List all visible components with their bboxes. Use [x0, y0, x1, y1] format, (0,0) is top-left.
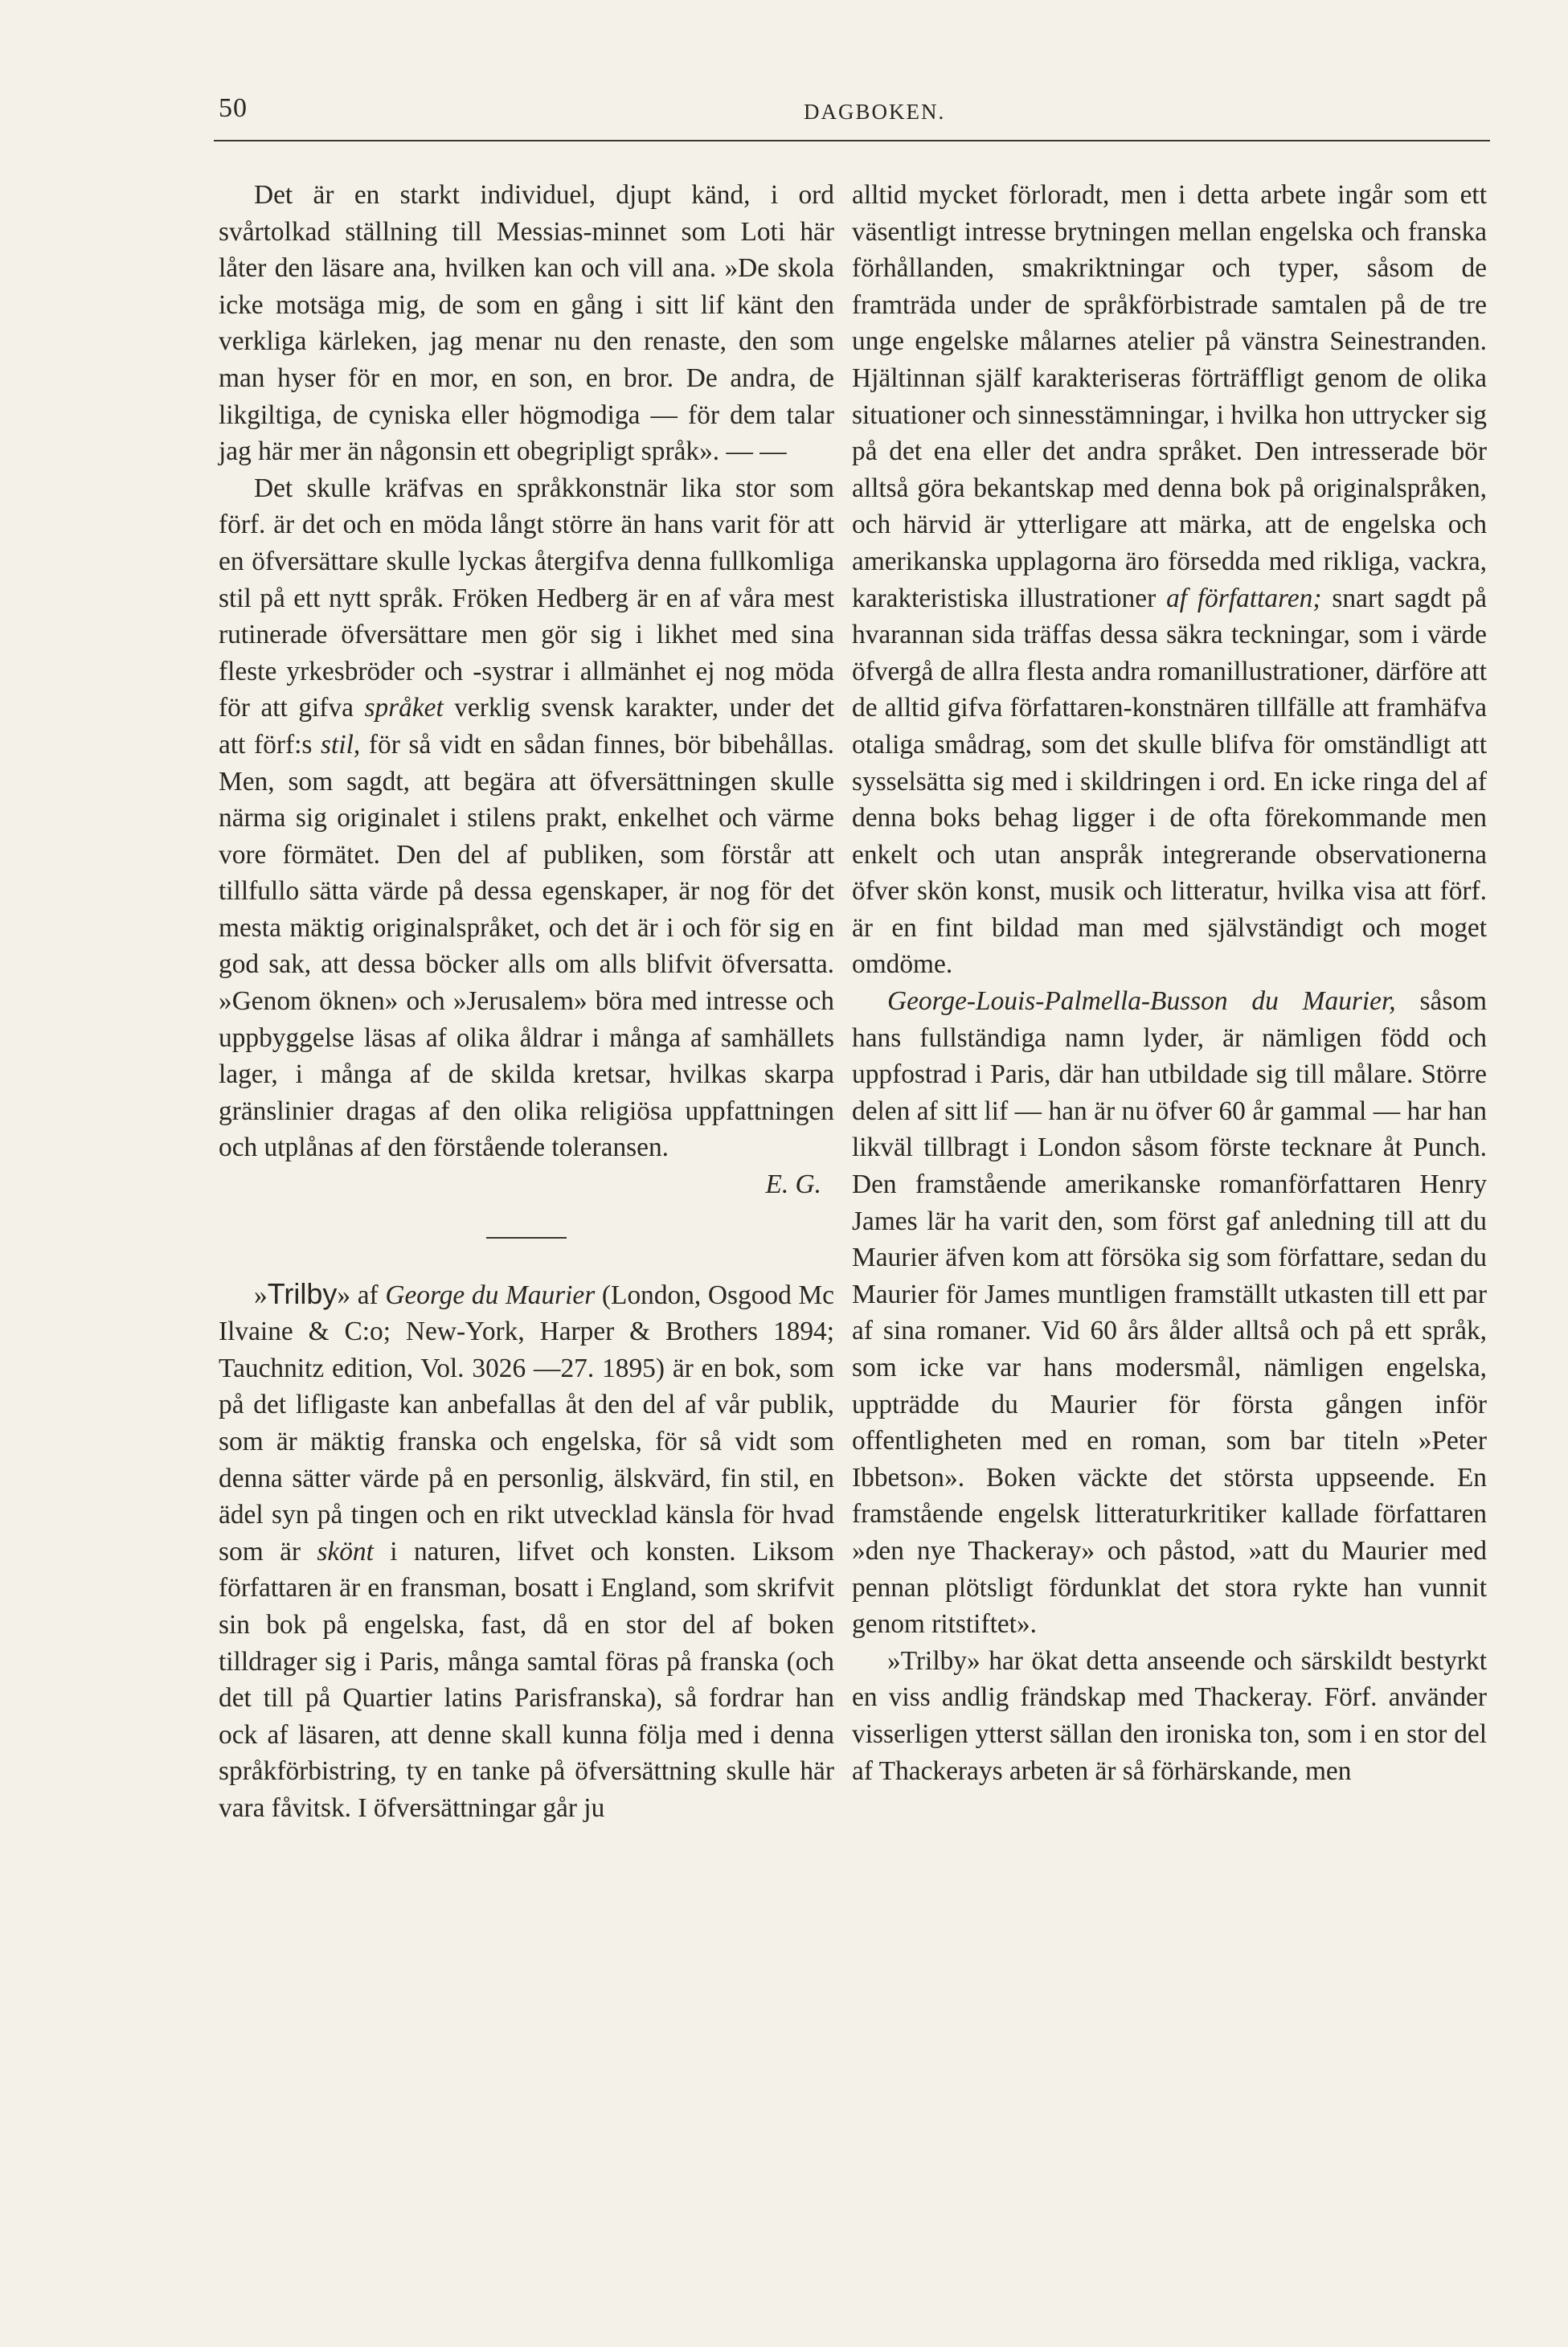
section-separator [486, 1237, 567, 1239]
book-title: Trilby [267, 1276, 338, 1310]
italic-phrase: af författaren; [1166, 583, 1322, 613]
left-column [219, 177, 834, 1827]
italic-word: skönt [317, 1536, 374, 1567]
right-column [852, 177, 1487, 1789]
paragraph: George-Louis-Palmella-Busson du Maurier, såsom hans fullständiga namn lyder, är nämligen född och uppfostrad i Paris, där han utbildade sig till målare. Större delen af sitt lif — han är nu öfver 60 år gammal — har han likväl tillbragt i London såsom förste tecknare åt Punch. Den framstående amerikanske romanförfattaren Henry James lär ha varit den, som först gaf anledning till att du Maurier äfven kom att försöka sig som författare, sedan du Maurier för James muntligen framställt utkasten till ett par af sina romaner. Vid 60 års ålder alltså och på ett språk, som icke var hans modersmål, nämligen engelska, uppträdde du Maurier för första gången inför offentligheten med en roman, som bar titeln »Peter Ibbetson». Boken väckte det största uppseende. En framstående engelsk litteraturkritiker kallade författaren »den nye Thackeray» och påstod, »att du Maurier med pennan plötsligt fördunklat det stora rykte han vunnit genom ritstiftet». [852, 986, 1487, 1640]
paragraph: alltid mycket förloradt, men i detta arbete ingår som ett väsentligt intresse brytningen mellan engelska och franska förhållanden, smakriktningar och typer, såsom de framträda under de språkförbistrade samtalen på de tre unge engelske målarnes atelier på vänstra Seinestranden. Hjältinnan själf karakteriseras förträffligt genom de olika situationer och sinnesstämningar, i hvilka hon uttrycker sig på det ena eller det andra språket. Den intresserade bör alltså göra bekantskap med denna bok på originalspråken, och härvid är ytterligare att märka, att de engelska och amerikanska upplagorna äro försedda med rikliga, vackra, karakteristiska illustrationer af författaren; snart sagdt på hvarannan sida träffas dessa säkra teckningar, som i värde öfvergå de allra flesta andra romanillustrationer, därföre att de alltid gifva författaren-konstnären tillfälle att framhäfva otaliga smådrag, som det skulle blifva för omständligt att sysselsätta sig med i skildringen i ord. En icke ringa del af denna boks behag ligger i de ofta förekommande men enkelt och utan anspråk integrerande observationerna öfver skön konst, musik och litteratur, hvilka visa att förf. är en fint bildad man med självständigt och moget omdöme. [852, 180, 1487, 980]
author-full-name: George-Louis-Palmella-Busson du Maurier, [887, 986, 1396, 1017]
italic-word: stil, [321, 729, 361, 760]
paragraph: Det skulle kräfvas en språkkonstnär lika stor som förf. är det och en möda långt större än hans varit för att en öfversättare skulle lyckas återgifva denna fullkomliga stil på ett nytt språk. Fröken Hedberg är en af våra mest rutinerade öfversättare men gör sig i likhet med sina fleste yrkesbröder och -systrar i allmänhet ej nog möda för att gifva språket verklig svensk karakter, under det att förf:s stil, för så vidt en sådan finnes, bör bibehållas. Men, som sagdt, att begära att öfversättningen skulle närma sig originalet i stilens prakt, enkelhet och värme vore förmätet. Den del af publiken, som förstår att tillfullo sätta värde på dessa egenskaper, är nog för det mesta mäktig originalspråket, och det är i och för sig en god sak, att dessa böcker alls om alls blifvit öfversatta. »Genom öknen» och »Jerusalem» böra med intresse och uppbyggelse läsas af olika åldrar i många af samhällets lager, i många af de skilda kretsar, hvilkas skarpa gränslinier dragas af den olika religiösa uppfattningen och utplånas af den förstående toleransen. [219, 473, 834, 1163]
author-name: George du Maurier [385, 1280, 596, 1310]
paragraph: »Trilby» har ökat detta anseende och särskildt bestyrkt en viss andlig frändskap med Thackeray. Förf. använder visserligen ytterst sällan den ironiska ton, som i en stor del af Thackerays arbeten är så förhärskande, men [852, 1645, 1487, 1786]
review-paragraph: »Trilby» af George du Maurier (London, Osgood Mc Ilvaine & C:o; New-York, Harper & Brothers 1894; Tauchnitz edition, Vol. 3026 —27. 1895) är en bok, som på det lifligaste kan anbefallas åt den del af vår publik, som är mäktig franska och engelska, för så vidt som denna sätter värde på en personlig, älskvärd, fin stil, en ädel syn på tingen och en rikt utvecklad känsla för hvad som är skönt i naturen, lifvet och konsten. Liksom författaren är en fransman, bosatt i England, som skrifvit sin bok på engelska, fast, då en stor del af boken tilldrager sig i Paris, många samtal föras på franska (och det till på Quartier latins Parisfranska), så fordrar han ock af läsaren, att denne skall kunna följa med i denna språkförbistring, ty en tanke på öfversättning skulle här vara fåvitsk. I öfversättningar går ju [219, 1276, 834, 1823]
running-head: DAGBOKEN. [804, 100, 946, 124]
page-header [214, 90, 1490, 138]
italic-word: språket [364, 693, 444, 723]
signature: E. G. [765, 1169, 821, 1200]
header-rule [214, 140, 1490, 141]
paragraph: Det är en starkt individuel, djupt känd, i ord svårtolkad ställning till Messias-minnet som Loti här låter den läsare ana, hvilken kan och vill ana. »De skola icke motsäga mig, de som en gång i sitt lif känt den verkliga kärleken, jag menar nu den renaste, den som man hyser för en mor, en son, en bror. De andra, de likgiltiga, de cyniska eller högmodiga — för dem talar jag här mer än någonsin ett obegripligt språk». — — [219, 180, 834, 467]
page-number: 50 [219, 93, 248, 123]
